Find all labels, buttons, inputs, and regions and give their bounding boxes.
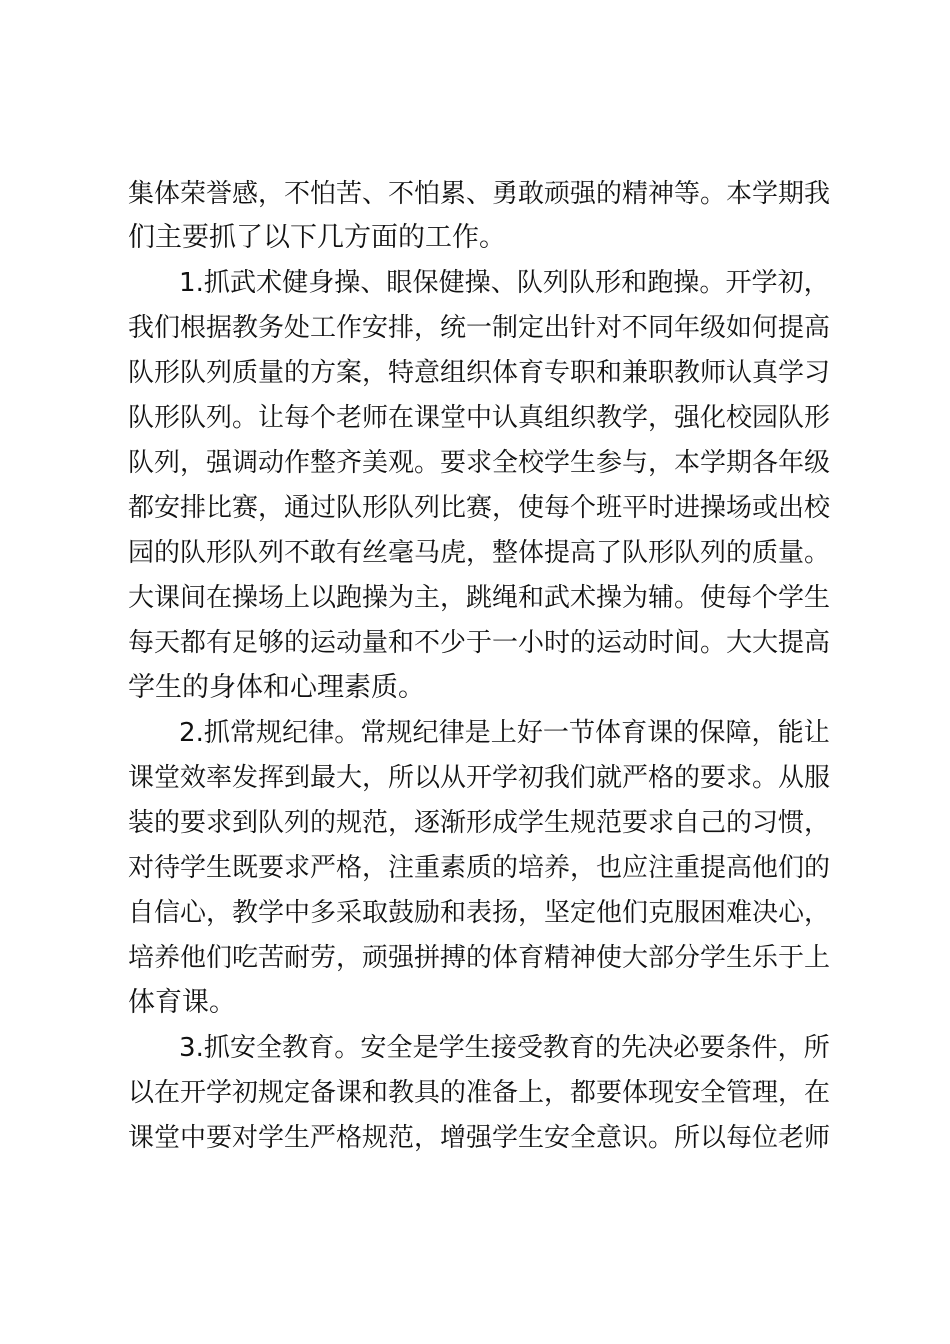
- text-line-14: [0, 756, 950, 800]
- line-text-3: 1.抓武术健身操、眼保健操、队列队形和跑操。开学初，: [179, 268, 830, 298]
- text-line-2: [0, 216, 950, 260]
- text-line-9: [0, 531, 950, 575]
- text-line-5: [0, 351, 950, 395]
- line-text-6: 队形队列。让每个老师在课堂中认真组织教学，强化校园队形: [128, 403, 831, 433]
- line-text-12: 学生的身体和心理素质。: [128, 672, 425, 703]
- line-text-11: 每天都有足够的运动量和不少于一小时的运动时间。大大提高: [128, 628, 831, 658]
- text-line-3: [0, 261, 950, 305]
- text-line-16: [0, 846, 950, 890]
- text-line-1: [0, 172, 950, 216]
- text-line-21: [0, 1071, 950, 1115]
- line-text-20: 3.抓安全教育。安全是学生接受教育的先决必要条件，所: [179, 1033, 830, 1063]
- line-text-8: 都安排比赛，通过队形队列比赛，使每个班平时进操场或出校: [128, 493, 831, 523]
- line-text-16: 对待学生既要求严格，注重素质的培养，也应注重提高他们的: [128, 853, 831, 883]
- text-line-12: [0, 666, 950, 710]
- line-text-7: 队列，强调动作整齐美观。要求全校学生参与，本学期各年级: [128, 448, 831, 478]
- text-line-7: [0, 441, 950, 485]
- text-line-19: [0, 981, 950, 1025]
- line-text-2: 们主要抓了以下几方面的工作。: [128, 222, 506, 253]
- line-text-15: 装的要求到队列的规范，逐渐形成学生规范要求自己的习惯，: [128, 808, 831, 838]
- line-text-1: 集体荣誉感，不怕苦、不怕累、勇敢顽强的精神等。本学期我: [128, 179, 831, 209]
- text-line-13: [0, 711, 950, 755]
- line-text-21: 以在开学初规定备课和教具的准备上，都要体现安全管理，在: [128, 1078, 831, 1108]
- text-line-6: [0, 396, 950, 440]
- line-text-4: 我们根据教务处工作安排，统一制定出针对不同年级如何提高: [128, 313, 831, 343]
- text-line-15: [0, 801, 950, 845]
- text-line-10: [0, 576, 950, 620]
- line-text-13: 2.抓常规纪律。常规纪律是上好一节体育课的保障，能让: [179, 718, 830, 748]
- line-text-9: 园的队形队列不敢有丝毫马虎，整体提高了队形队列的质量。: [128, 538, 831, 568]
- line-text-5: 队形队列质量的方案，特意组织体育专职和兼职教师认真学习: [128, 358, 831, 388]
- line-text-10: 大课间在操场上以跑操为主，跳绳和武术操为辅。使每个学生: [128, 583, 831, 613]
- text-line-8: [0, 486, 950, 530]
- text-line-18: [0, 936, 950, 980]
- text-line-17: [0, 891, 950, 935]
- line-text-18: 培养他们吃苦耐劳，顽强拼搏的体育精神使大部分学生乐于上: [128, 943, 831, 973]
- text-line-4: [0, 306, 950, 350]
- line-text-22: 课堂中要对学生严格规范，增强学生安全意识。所以每位老师: [128, 1123, 831, 1153]
- text-line-22: [0, 1116, 950, 1160]
- text-line-11: [0, 621, 950, 665]
- line-text-14: 课堂效率发挥到最大，所以从开学初我们就严格的要求。从服: [128, 763, 831, 793]
- line-text-19: 体育课。: [128, 987, 236, 1018]
- line-text-17: 自信心，教学中多采取鼓励和表扬，坚定他们克服困难决心，: [128, 898, 831, 928]
- text-line-20: [0, 1026, 950, 1070]
